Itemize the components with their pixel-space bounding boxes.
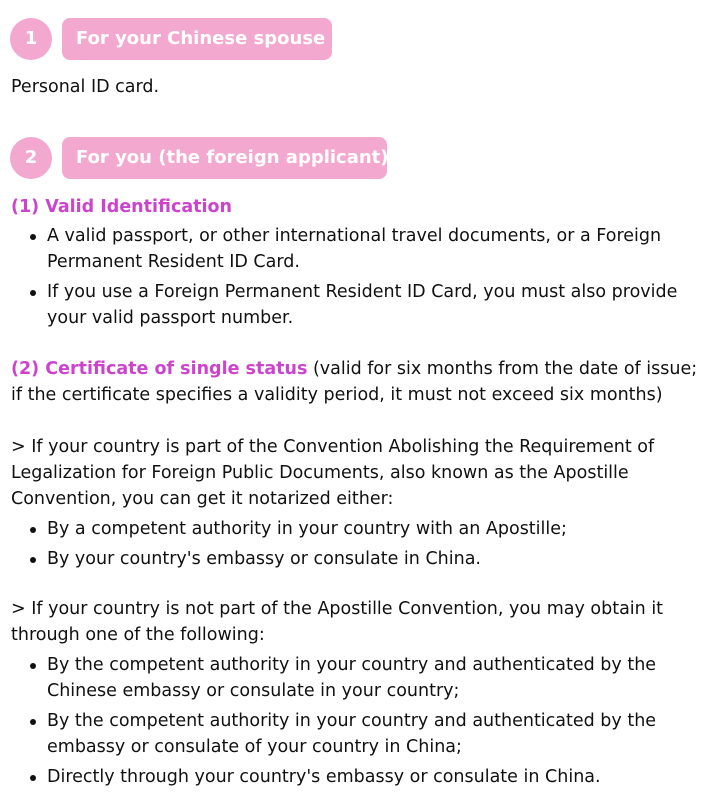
apostille-non-member-intro: > If your country is not part of the Apostille Convention, you may obtain it through one of the following:: [11, 599, 664, 645]
section-1-body: Personal ID card.: [11, 77, 160, 97]
step-number: 2: [24, 147, 38, 168]
list-item: [11, 708, 706, 760]
list-item: [11, 516, 706, 542]
list-item-text: If you use a Foreign Permanent Resident ID Card, you must also provide your valid passport number.: [47, 282, 678, 328]
list-item-text: A valid passport, or other international travel documents, or a Foreign Permanent Resident ID Card.: [47, 226, 662, 272]
apostille-member-list: [11, 516, 706, 572]
apostille-non-member-section: [11, 596, 706, 794]
identification-title: (1) Valid Identification: [11, 197, 233, 217]
section-1-heading: For your Chinese spouse: [76, 28, 326, 49]
apostille-member-section: [11, 434, 706, 576]
list-item-text: Directly through your country's embassy or consulate in China.: [47, 767, 601, 787]
certificate-paragraph: [11, 356, 706, 408]
bullet-icon: [30, 557, 36, 563]
list-item-text: By the competent authority in your country and authenticated by the embassy or consulate of your country in China;: [47, 711, 657, 757]
certificate-title: (2) Certificate of single status: [11, 359, 308, 379]
bullet-icon: [30, 663, 36, 669]
apostille-non-member-list: [11, 652, 706, 790]
certificate-note: (valid for six months from the date of issue; if the certificate specifies a validity period, it must not exceed six months): [11, 359, 698, 405]
list-item: [11, 279, 706, 331]
list-item: [11, 223, 706, 275]
list-item-text: By the competent authority in your country and authenticated by the Chinese embassy or consulate in your country;: [47, 655, 657, 701]
section-2-heading: For you (the foreign applicant): [76, 147, 389, 168]
identification-section: [11, 194, 706, 335]
apostille-member-intro: > If your country is part of the Convention Abolishing the Requirement of Legalization for Foreign Public Documents, also known as the Apostille Convention, you can get it notarized either:: [11, 437, 655, 509]
bullet-icon: [30, 775, 36, 781]
bullet-icon: [30, 527, 36, 533]
bullet-icon: [30, 719, 36, 725]
bullet-icon: [30, 234, 36, 240]
list-item-text: By your country's embassy or consulate in China.: [47, 549, 481, 569]
list-item: [11, 652, 706, 704]
list-item-text: By a competent authority in your country with an Apostille;: [47, 519, 567, 539]
list-item: [11, 546, 706, 572]
bullet-icon: [30, 290, 36, 296]
step-number: 1: [24, 28, 38, 49]
identification-list: [11, 223, 706, 331]
list-item: [11, 764, 706, 790]
